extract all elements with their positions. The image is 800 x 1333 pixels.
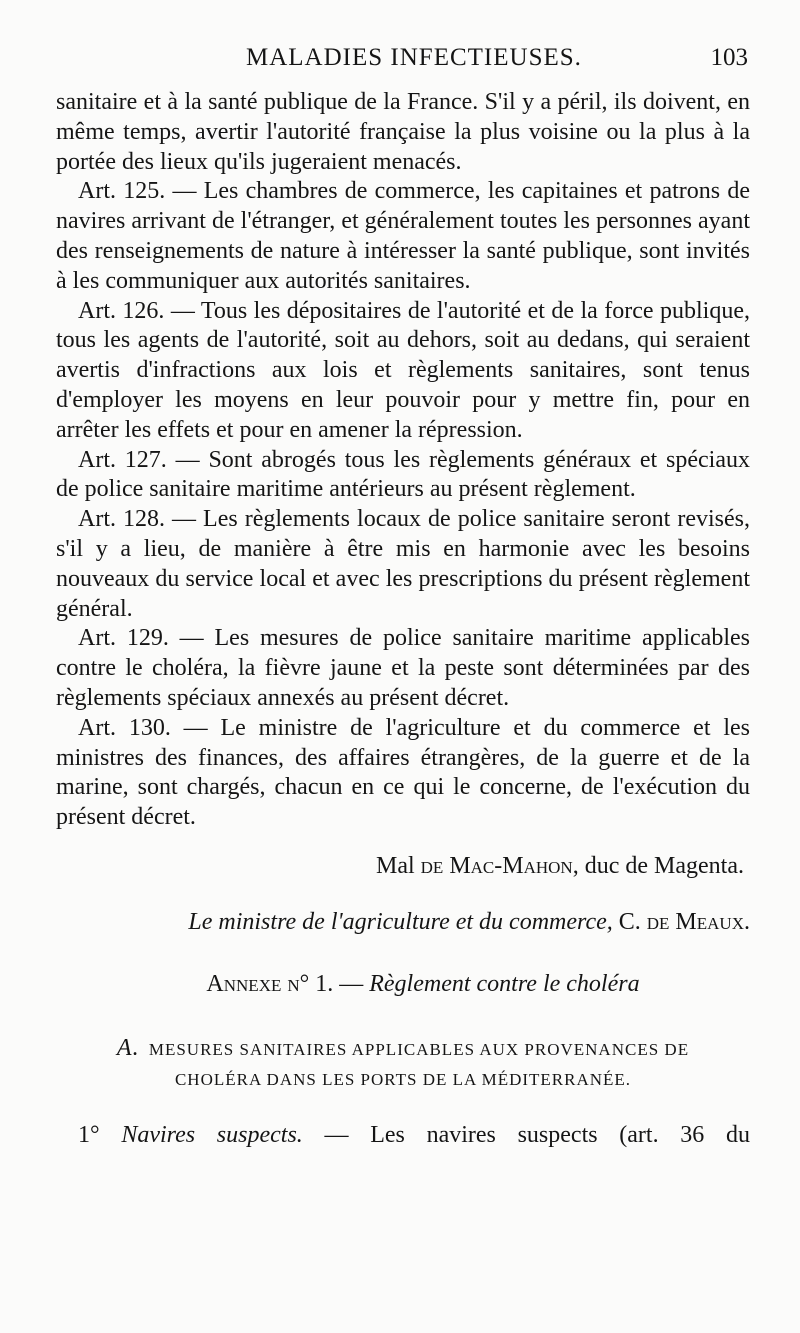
page-header (56, 40, 750, 80)
signature-line (56, 852, 750, 882)
paragraph-continuation: sanitaire et à la santé publique de la France. S'il y a péril, ils doivent, en même temps, avertir l'autorité française la plus voisine ou la plus à la portée des lieux qu'ils jugeraient menacés. (56, 89, 750, 175)
item-label: Navires suspects. (121, 1122, 303, 1149)
signature-title: duc de Magenta. (578, 852, 744, 879)
section-heading (56, 1033, 750, 1095)
annexe-heading (56, 970, 750, 1000)
section-heading-line2: CHOLÉRA DANS LES PORTS DE LA MÉDITERRANÉE. (174, 1070, 632, 1090)
paragraph-art-129: Art. 129. — Les mesures de police sanitaire maritime applicables contre le choléra, la fièvre jaune et la peste sont déterminées par des règlements spéciaux annexés au présent décret. (56, 625, 750, 711)
signature-rank: Mal (375, 852, 415, 879)
item-number: 1° (78, 1122, 100, 1149)
running-title: MALADIES INFECTIEUSES. (246, 44, 582, 71)
section-letter: A. (116, 1035, 140, 1062)
paragraph-art-127: Art. 127. — Sont abrogés tous les règlements généraux et spéciaux de police sanitaire maritime antérieurs au présent règlement. (56, 446, 750, 503)
paragraph-art-126: Art. 126. — Tous les dépositaires de l'autorité et de la force publique, tous les agents de l'autorité, soit au dehors, soit au dedans, qui seraient avertis d'infractions aux lois et règlements sanitaires, sont tenus d'employer les moyens en leur pouvoir pour y mettre fin, pour en arrêter les effets et pour en amener la répression. (56, 297, 750, 443)
body-text (56, 88, 750, 1151)
page-number: 103 (710, 44, 748, 71)
item-text: — Les navires suspects (art. 36 du (302, 1122, 750, 1149)
minister-name: C. de Meaux. (612, 908, 750, 935)
paragraph-art-128: Art. 128. — Les règlements locaux de police sanitaire seront revisés, s'il y a lieu, de manière à être mis en harmonie avec les besoins nouveaux du service local et avec les prescriptions du présent règlement général. (56, 506, 750, 622)
section-heading-line1: MESURES SANITAIRES APPLICABLES AUX PROVENANCES DE (148, 1040, 690, 1060)
paragraph-navires-suspects (56, 1121, 750, 1151)
annexe-label: Annexe n° 1. — (206, 970, 370, 997)
minister-title: Le ministre de l'agriculture et du commerce, (188, 908, 613, 935)
paragraph-art-130: Art. 130. — Le ministre de l'agriculture et du commerce et les ministres des finances, des affaires étrangères, de la guerre et de la marine, sont chargés, chacun en ce qui le concerne, de l'exécution du présent décret. (56, 714, 750, 831)
paragraph-art-125: Art. 125. — Les chambres de commerce, les capitaines et patrons de navires arrivant de l'étranger, et généralement toutes les personnes ayant des renseignements de nature à intéresser la santé publique, sont invités à les communiquer aux autorités sanitaires. (56, 178, 750, 294)
minister-line (56, 908, 750, 938)
annexe-title: Règlement contre le choléra (369, 970, 640, 997)
signature-name: de Mac-Mahon, (420, 852, 579, 879)
